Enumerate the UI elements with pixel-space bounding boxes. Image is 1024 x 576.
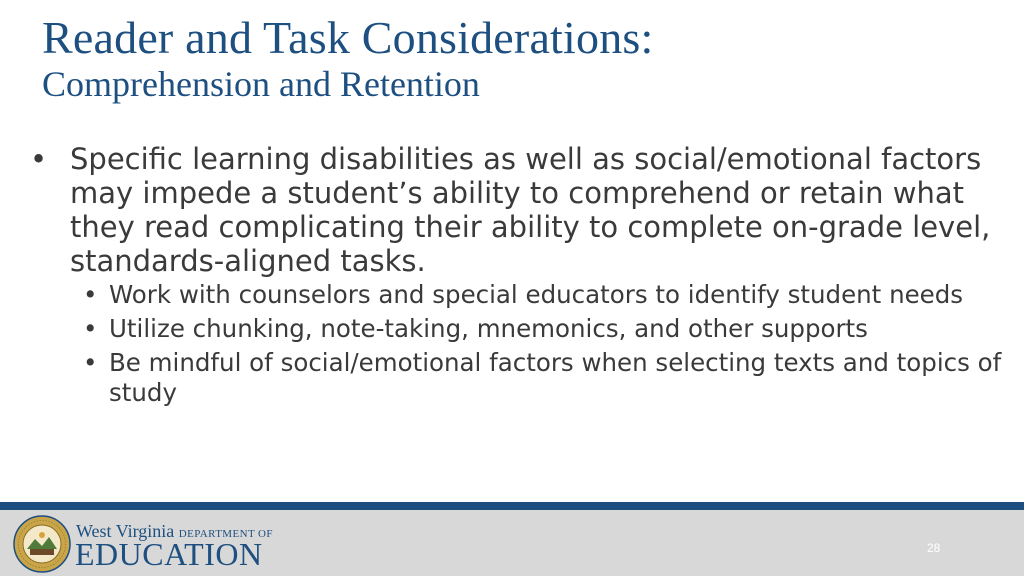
main-bullet xyxy=(30,142,1010,278)
sub-bullet xyxy=(30,348,1010,408)
title-block xyxy=(42,12,654,104)
org-state: West Virginia xyxy=(76,521,175,541)
bullet-dot-icon: • xyxy=(83,280,98,309)
sub-bullet xyxy=(30,280,1010,310)
footer-accent-band xyxy=(0,502,1024,510)
state-seal-icon xyxy=(13,515,71,573)
sub-bullet-text: Work with counselors and special educators to identify student needs xyxy=(109,280,964,309)
slide-content xyxy=(30,142,1010,412)
main-bullet-text: Specific learning disabilities as well as social/emotional factors may impede a student’s ability to comprehend or retain what they read complicating their ability to complete on-grade level, standards-aligned tasks. xyxy=(70,142,991,278)
bullet-dot-icon: • xyxy=(83,348,98,377)
sub-bullet-text: Be mindful of social/emotional factors when selecting texts and topics of study xyxy=(109,348,1002,407)
org-name-line2: EDUCATION xyxy=(75,536,263,572)
sub-bullet-list xyxy=(30,280,1010,408)
sub-bullet xyxy=(30,314,1010,344)
bullet-dot-icon: • xyxy=(30,142,48,176)
slide-title: Reader and Task Considerations: xyxy=(42,12,654,63)
sub-bullet-text: Utilize chunking, note-taking, mnemonics, and other supports xyxy=(109,314,868,343)
page-number: 28 xyxy=(927,541,941,555)
bullet-dot-icon: • xyxy=(83,314,98,343)
slide-subtitle: Comprehension and Retention xyxy=(42,64,480,104)
org-dept: DEPARTMENT OF xyxy=(178,528,273,540)
